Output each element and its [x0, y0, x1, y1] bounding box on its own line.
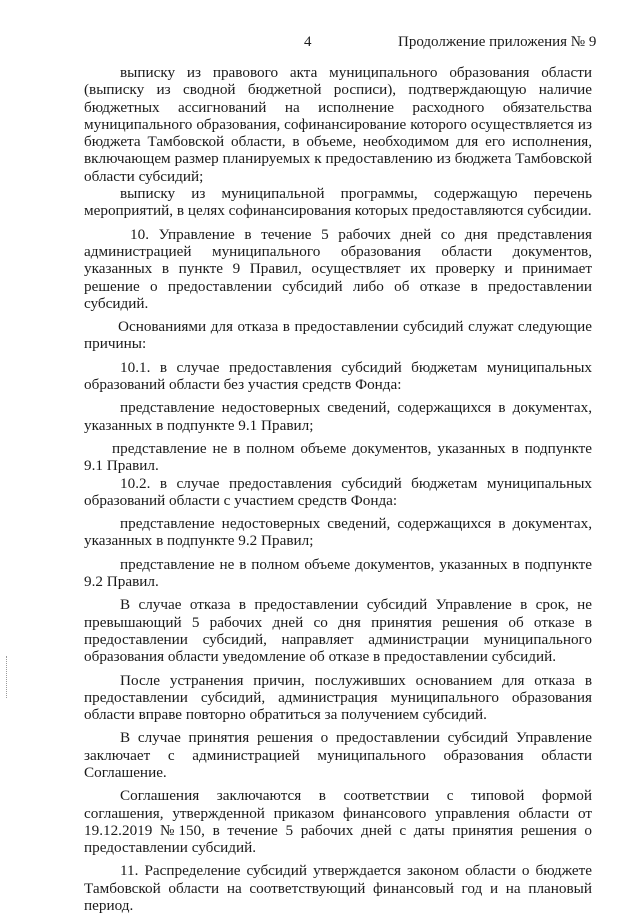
paragraph-item-11: 11. Распределение субсидий утверждается законом области о бюджете Тамбовской области на соответствующий финансовый год и на плановый период. [84, 862, 592, 914]
paragraph-item-10-1: 10.1. в случае предоставления субсидий бюджетам муниципальных образований области без участия средств Фонда: [84, 358, 592, 394]
paragraph-item-10: 10. Управление в течение 5 рабочих дней со дня представления администрацией муниципального образования области документов, указанных в пункте 9 Правил, осуществляет их проверку и принимает решение о предоставлении субсидий либо об отказе в предоставлении субсидий. [84, 225, 592, 312]
paragraph-program-extract: выписку из муниципальной программы, содержащую перечень мероприятий, в целях софинансирования которых предоставляются субсидии. [84, 185, 592, 220]
paragraph-refusal-notice: В случае отказа в предоставлении субсидий Управление в срок, не превышающий 5 рабочих дней со дня принятия решения об отказе в предоставлении субсидий, направляет администрации муниципального образования области уведомление об отказе в предоставлении субсидий. [84, 596, 592, 666]
paragraph-unreliable-info-9-2: представление недостоверных сведений, содержащихся в документах, указанных в подпункте 9.2 Правил; [84, 515, 592, 550]
paragraph-unreliable-info-9-1: представление недостоверных сведений, содержащихся в документах, указанных в подпункте 9.1 Правил; [84, 399, 592, 434]
document-body [84, 64, 592, 914]
paragraph-agreement-conclusion: В случае принятия решения о предоставлении субсидий Управление заключает с администрацией муниципального образования области Соглашение. [84, 729, 592, 781]
paragraph-agreement-form: Соглашения заключаются в соответствии с типовой формой соглашения, утвержденной приказом финансового управления области от 19.12.2019 №150, в течение 5 рабочих дней с даты принятия решения о предоставлении субсидий. [84, 787, 592, 857]
paragraph-refusal-grounds: Основаниями для отказа в предоставлении субсидий служат следующие причины: [84, 318, 592, 353]
paragraph-incomplete-docs-9-2: представление не в полном объеме документов, указанных в подпункте 9.2 Правил. [84, 555, 592, 591]
paragraph-incomplete-docs-9-1: представление не в полном объеме документов, указанных в подпункте 9.1 Правил. [84, 439, 592, 475]
paragraph-item-10-2: 10.2. в случае предоставления субсидий бюджетам муниципальных образований области с участием средств Фонда: [84, 474, 592, 509]
paragraph-budget-extract: выписку из правового акта муниципального образования области (выписку из сводной бюджетной росписи), подтверждающую наличие бюджетных ассигнований на исполнение расходного обязательства муниципального образования, софинансирование которого осуществляется из бюджета Тамбовской области, в объеме, необходимом для его исполнения, включающем размер планируемых к предоставлению из бюджета Тамбовской области субсидий; [84, 64, 592, 185]
page-number: 4 [304, 34, 312, 50]
paragraph-repeat-application: После устранения причин, послуживших основанием для отказа в предоставлении субсидий, администрация муниципального образования области вправе повторно обратиться за получением субсидий. [84, 671, 592, 724]
appendix-continuation-note: Продолжение приложения № 9 [398, 34, 597, 50]
margin-mark [6, 656, 8, 698]
